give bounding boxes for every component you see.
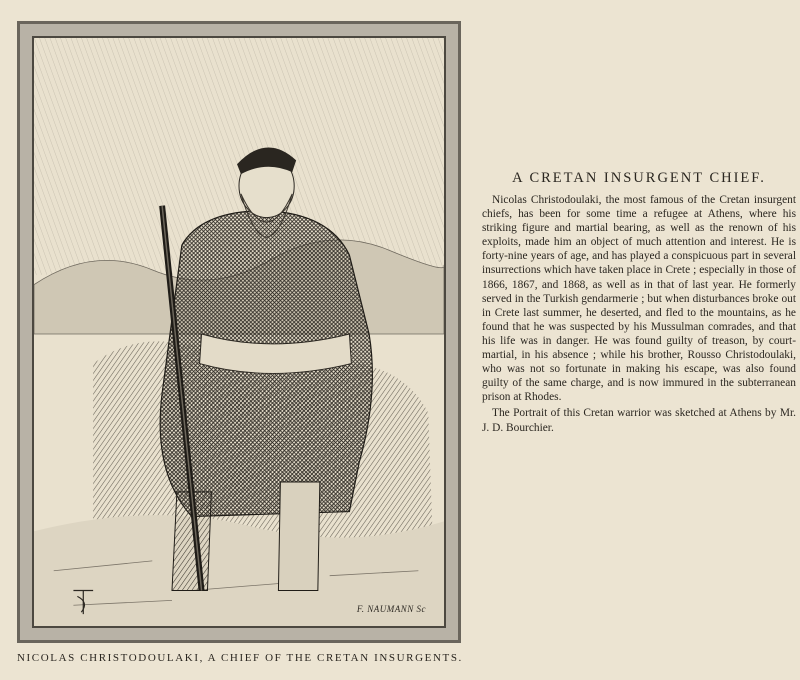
article (482, 170, 796, 435)
article-paragraph: Nicolas Christodoulaki, the most famous of the Cretan insurgent chiefs, has been for some time a refugee at Athens, where his striking figure and martial bearing, as well as the renown of his exploits, made him an object of much attention and interest. He is forty-nine years of age, and has played a conspicuous part in several insurrections which have taken place in Crete ; especially in those of 1866, 1867, and 1868, as well as in that of last year. He formerly served in the Turkish gendarmerie ; but when disturbances broke out in Crete last summer, he deserted, and fled to the mountains, as he found that he was suspected by his Mussulman comrades, and that his life was in danger. He was found guilty of treason, by court-martial, in his absence ; while his brother, Rousso Christodoulaki, who was not so fortunate in making his escape, was also found guilty of the same charge, and is now immured in the subterranean prison at Rhodes. (482, 194, 796, 404)
portrait-engraving (34, 38, 444, 626)
engraver-signature: F. NAUMANN Sc (356, 604, 426, 614)
illustration-panel (32, 36, 446, 628)
illustration-frame (17, 21, 461, 643)
article-headline: A CRETAN INSURGENT CHIEF. (512, 170, 766, 186)
right-boot (278, 482, 319, 591)
article-paragraph: The Portrait of this Cretan warrior was sketched at Athens by Mr. J. D. Bourchier. (482, 407, 796, 434)
illustration-caption: NICOLAS CHRISTODOULAKI, A CHIEF OF THE CRETAN INSURGENTS. (17, 652, 463, 664)
